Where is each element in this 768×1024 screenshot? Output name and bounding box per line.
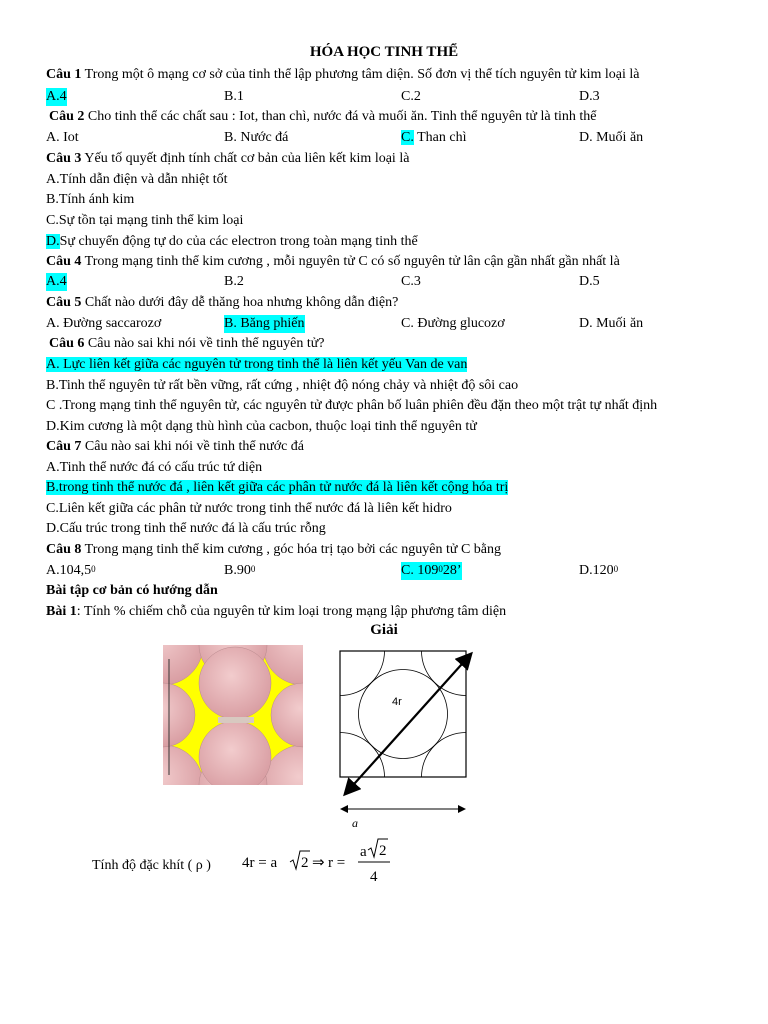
- option-d: D.3: [579, 89, 600, 104]
- option-c-text: C. 109: [401, 563, 439, 578]
- implies-arrow: ⇒: [312, 853, 325, 871]
- question-number: Câu 4: [46, 254, 82, 269]
- question-number: Câu 6: [49, 336, 85, 351]
- question-text: Câu nào sai khi nói về tinh thể nguyên tử?: [84, 336, 325, 351]
- option-a-text: A.104,5: [46, 563, 92, 578]
- option-c: C.3: [401, 274, 421, 289]
- radius-equation: [242, 836, 412, 896]
- answer-text: B.trong tinh thể nước đá , liên kết giữa các phân tử nước đá là liên kết cộng hóa trị: [46, 480, 509, 495]
- option-c: [401, 562, 462, 580]
- option-c: C. Đường glucozơ: [401, 316, 505, 331]
- option-b: B. Băng phiến: [224, 316, 305, 331]
- question-text: Câu nào sai khi nói về tinh thể nước đá: [81, 439, 305, 454]
- option-d: D.5: [579, 274, 600, 289]
- option-a: A.4: [46, 274, 67, 289]
- solution-label: Giải: [370, 622, 398, 638]
- fraction-denominator: 4: [370, 869, 378, 885]
- option-b: B.2: [224, 274, 244, 289]
- degree-sup: 0: [438, 564, 443, 574]
- answer-line: C .Trong mạng tinh thể nguyên tử, các nguyên tử được phân bố luân phiên đều đặn theo một trật tự nhất định: [46, 398, 658, 413]
- question-text: Trong mạng tinh thể kim cương , góc hóa trị tạo bởi các nguyên tử C bằng: [81, 542, 501, 557]
- numerator-radicand: 2: [379, 843, 387, 859]
- answer-line: A.Tính dẫn điện và dẫn nhiệt tốt: [46, 172, 228, 187]
- density-formula-row: [92, 836, 412, 896]
- option-a: A. Đường saccarozơ: [46, 316, 162, 331]
- answer-text: Sự chuyển động tự do của các electron trong toàn mạng tinh thể: [59, 234, 418, 249]
- option-d: D. Muối ăn: [579, 130, 644, 145]
- question-1-options: [46, 88, 746, 106]
- question-5-options: [46, 315, 746, 333]
- answer-line: D.Kim cương là một dạng thù hình của cacbon, thuộc loại tinh thể nguyên tử: [46, 419, 477, 434]
- question-number: Câu 7: [46, 439, 82, 454]
- equation-lhs: 4r = a: [242, 855, 278, 871]
- option-b: B. Nước đá: [224, 130, 289, 145]
- exercise-1: [46, 603, 506, 621]
- exercise-text: : Tính % chiếm chỗ của nguyên tử kim loại trong mạng lập phương tâm diện: [76, 604, 507, 619]
- answer-line-correct: [46, 356, 467, 374]
- answer-line-correct: [46, 479, 508, 497]
- question-8-options: [46, 562, 746, 580]
- option-b: [224, 562, 255, 580]
- exercise-label: Bài 1: [46, 604, 77, 619]
- question-number: Câu 3: [46, 151, 82, 166]
- minutes-text: 28’: [442, 563, 462, 578]
- fcc-face-diagram: [330, 645, 480, 835]
- fcc-cube-illustration: [163, 645, 303, 785]
- diagonal-arrow: [346, 655, 470, 793]
- option-c-text: Than chì: [413, 130, 467, 145]
- question-number: Câu 1: [46, 67, 82, 82]
- option-c: [401, 129, 466, 147]
- answer-text: A. Lực liên kết giữa các nguyên tử trong tinh thể là liên kết yếu Van de van: [46, 357, 468, 372]
- question-text: Cho tinh thể các chất sau : Iot, than chì, nước đá và muối ăn. Tinh thể nguyên tử là tinh thể: [84, 109, 597, 124]
- option-d: D. Muối ăn: [579, 316, 644, 331]
- answer-line-correct: [46, 233, 418, 251]
- section-title: Bài tập cơ bản có hướng dẫn: [46, 583, 218, 598]
- question-8: [46, 541, 501, 559]
- question-number: Câu 8: [46, 542, 82, 557]
- equation-mid: r =: [328, 855, 346, 871]
- option-d-text: D.120: [579, 563, 614, 578]
- fraction-numerator: a: [360, 844, 367, 860]
- density-label: Tính độ đặc khít ( ρ ): [92, 858, 211, 873]
- document-title: HÓA HỌC TINH THỂ: [309, 44, 459, 60]
- answer-line: C.Sự tồn tại mạng tinh thể kim loại: [46, 213, 244, 228]
- option-a: A.4: [46, 89, 67, 104]
- answer-line: C.Liên kết giữa các phân tử nước trong tinh thể nước đá là liên kết hidro: [46, 501, 452, 516]
- question-3: [46, 150, 409, 168]
- answer-line: A.Tinh thể nước đá có cấu trúc tứ diện: [46, 460, 263, 475]
- option-a: [46, 562, 96, 580]
- option-b-text: B.90: [224, 563, 251, 578]
- side-label: a: [352, 816, 358, 830]
- degree-sup: 0: [250, 564, 256, 574]
- option-letter-highlight: C.: [401, 130, 414, 145]
- question-4-options: [46, 273, 746, 291]
- question-text: Trong mạng tinh thể kim cương , mỗi nguyên tử C có số nguyên tử lân cận gần nhất gần nhất là: [81, 254, 620, 269]
- question-1: [46, 66, 639, 84]
- question-text: Chất nào dưới đây dễ thăng hoa nhưng không dẫn điện?: [81, 295, 399, 310]
- question-2-options: [46, 129, 746, 147]
- degree-sup: 0: [91, 564, 96, 574]
- sqrt-radicand: 2: [301, 855, 309, 871]
- question-number: Câu 5: [46, 295, 82, 310]
- radius-label: 4r: [392, 696, 402, 708]
- question-5: [46, 294, 398, 312]
- option-b: B.1: [224, 89, 244, 104]
- option-letter-highlight: D.: [46, 234, 60, 249]
- option-a: A. Iot: [46, 130, 79, 145]
- option-c: C.2: [401, 89, 421, 104]
- question-4: [46, 253, 620, 271]
- question-text: Yếu tố quyết định tính chất cơ bản của liên kết kim loại là: [81, 151, 410, 166]
- answer-line: D.Cấu trúc trong tinh thể nước đá là cấu trúc rỗng: [46, 521, 326, 536]
- answer-line: B.Tinh thể nguyên tử rất bền vững, rất cứng , nhiệt độ nóng chảy và nhiệt độ sôi cao: [46, 378, 519, 393]
- question-6: [49, 335, 325, 353]
- question-number: Câu 2: [49, 109, 85, 124]
- option-d: [579, 562, 618, 580]
- degree-sup: 0: [613, 564, 619, 574]
- question-7: [46, 438, 304, 456]
- question-text: Trong một ô mạng cơ sở của tinh thể lập phương tâm diện. Số đơn vị thể tích nguyên tử kim loại là: [81, 67, 640, 82]
- answer-line: B.Tính ánh kim: [46, 192, 135, 207]
- question-2: [49, 108, 597, 126]
